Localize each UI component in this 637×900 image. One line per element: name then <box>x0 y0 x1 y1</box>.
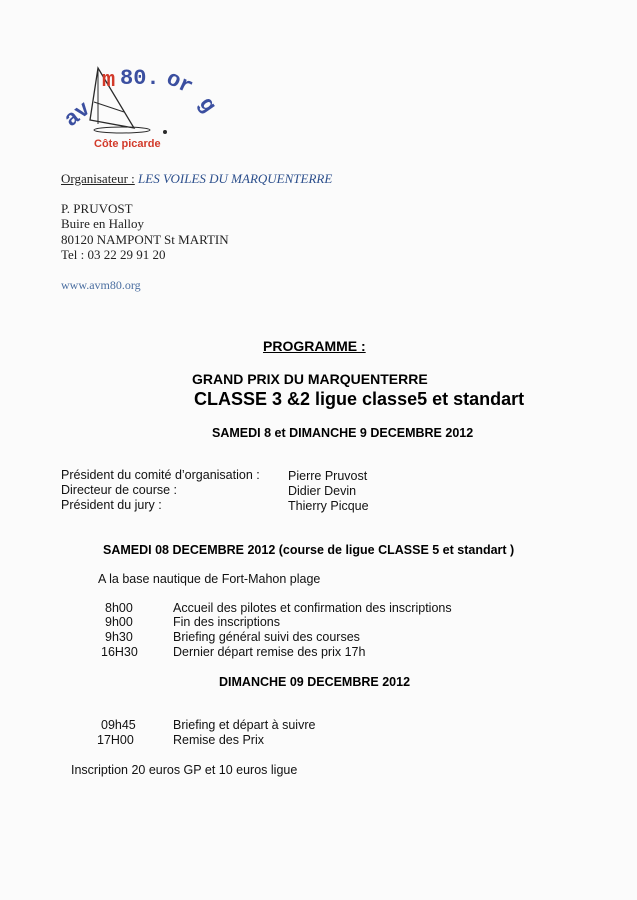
saturday-heading: SAMEDI 08 DECEMBRE 2012 (course de ligue CLASSE 5 et standart ) <box>103 543 515 557</box>
schedule-time: 16H30 <box>101 645 138 659</box>
svg-text:g: g <box>192 92 221 118</box>
official-name: Pierre Pruvost <box>288 469 368 483</box>
svg-text:m: m <box>102 68 116 93</box>
official-role: Président du jury : <box>61 498 162 512</box>
event-dates: SAMEDI 8 et DIMANCHE 9 DECEMBRE 2012 <box>212 426 474 440</box>
registration-fee: Inscription 20 euros GP et 10 euros ligue <box>71 763 298 777</box>
schedule-activity: Dernier départ remise des prix 17h <box>173 645 366 659</box>
contact-phone: Tel : 03 22 29 91 20 <box>61 247 166 262</box>
schedule-activity: Briefing et départ à suivre <box>173 718 316 732</box>
organizer-line <box>61 171 332 187</box>
contact-address-1: Buire en Halloy <box>61 216 145 231</box>
schedule-activity: Briefing général suivi des courses <box>173 630 360 644</box>
website-link[interactable]: www.avm80.org <box>61 278 141 292</box>
organizer-name: LES VOILES DU MARQUENTERRE <box>138 171 333 186</box>
logo-subtitle: Côte picarde <box>94 138 161 150</box>
svg-text:80.: 80. <box>120 66 160 91</box>
official-name: Didier Devin <box>288 484 357 498</box>
schedule-time: 8h00 <box>105 601 133 615</box>
saturday-location: A la base nautique de Fort-Mahon plage <box>98 572 321 586</box>
schedule-activity: Fin des inscriptions <box>173 615 280 629</box>
schedule-time: 9h00 <box>105 615 133 629</box>
avm80-logo <box>62 60 232 160</box>
schedule-time: 09h45 <box>101 718 136 732</box>
svg-text:or: or <box>162 66 197 101</box>
programme-title: PROGRAMME : <box>263 338 366 354</box>
contact-name: P. PRUVOST <box>61 201 133 216</box>
organizer-label: Organisateur : <box>61 171 135 186</box>
event-subtitle: CLASSE 3 &2 ligue classe5 et standart <box>194 389 525 409</box>
official-role: Directeur de course : <box>61 483 178 497</box>
schedule-time: 17H00 <box>97 733 134 747</box>
official-role: Président du comité d’organisation : <box>61 468 260 482</box>
official-name: Thierry Picque <box>288 499 369 513</box>
schedule-activity: Remise des Prix <box>173 733 264 747</box>
contact-address-2: 80120 NAMPONT St MARTIN <box>61 232 229 247</box>
schedule-time: 9h30 <box>105 630 133 644</box>
sunday-heading: DIMANCHE 09 DECEMBRE 2012 <box>219 675 411 689</box>
event-title: GRAND PRIX DU MARQUENTERRE <box>192 371 428 387</box>
svg-text:av: av <box>62 96 96 133</box>
schedule-activity: Accueil des pilotes et confirmation des inscriptions <box>173 601 452 615</box>
